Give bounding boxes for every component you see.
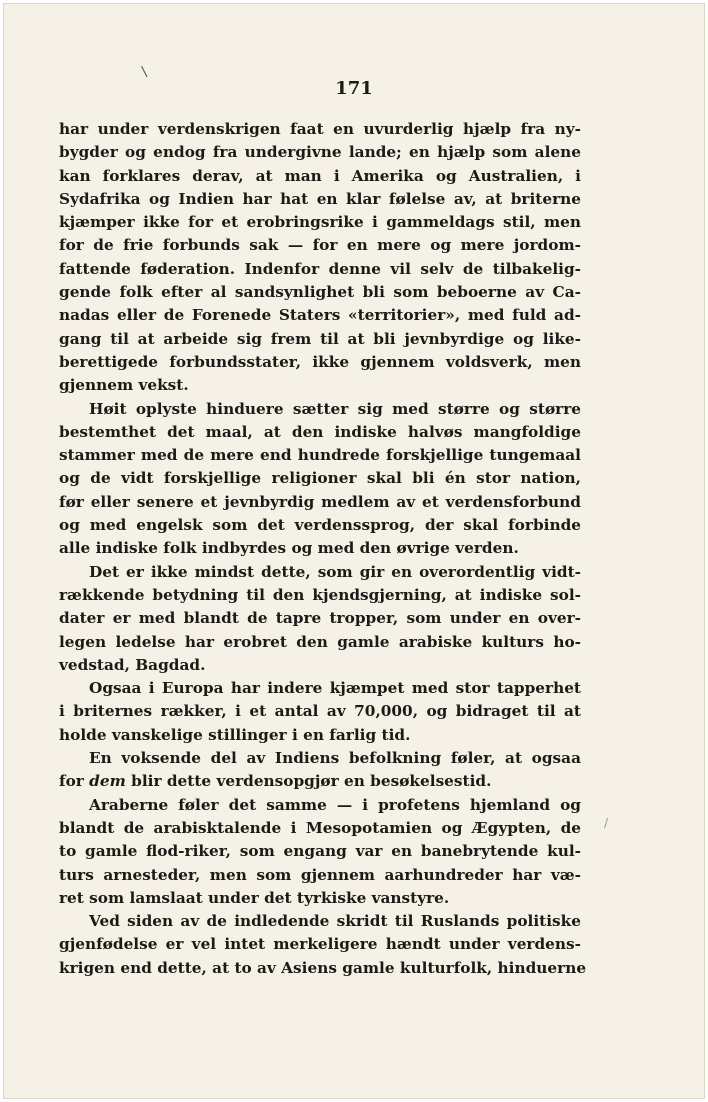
text-line: to gamle flod-riker, som engang var en banebrytende kul- [59,842,581,861]
text-line: før eller senere et jevnbyrdig medlem av et verdensforbund [59,492,581,511]
text-line: berettigede forbundsstater, ikke gjennem voldsverk, men [59,352,581,371]
text-line: legen ledelse har erobret den gamle arabiske kulturs ho- [59,632,581,651]
text-line: gende folk efter al sandsynlighet bli som beboerne av Ca- [59,283,581,302]
page-number: 171 [335,78,373,99]
text-line: Det er ikke mindst dette, som gir en overordentlig vidt- [89,562,581,581]
text-line: har under verdenskrigen faat en uvurderlig hjælp fra ny- [59,120,581,138]
text-line: Araberne føler det samme — i profetens hjemland og [89,795,581,814]
book-page [4,4,704,1098]
text-line: for dem blir dette verdensopgjør en besøkelsestid. [59,772,492,791]
text-line: dater er med blandt de tapre tropper, som under en over- [59,609,581,628]
text-line: gang til at arbeide sig frem til at bli jevnbyrdige og like- [59,329,581,348]
text-line: bygder og endog fra undergivne lande; en hjælp som alene [59,143,581,162]
pencil-mark-margin: / [604,816,609,830]
text-line: kjæmper ikke for et erobringsrike i gammeldags stil, men [59,213,581,232]
text-line: Ogsaa i Europa har indere kjæmpet med stor tapperhet [89,679,581,698]
text-line: gjenfødelse er vel intet merkeligere hændt under verdens- [59,935,581,954]
text-line: nadas eller de Forenede Staters «territorier», med fuld ad- [59,306,581,325]
pencil-mark: \ [140,63,149,81]
text-line: for de frie forbunds sak — for en mere og mere jordom- [59,236,581,255]
text-line: Høit oplyste hinduere sætter sig med større og større [89,399,581,418]
body-text [59,118,587,980]
text-line: fattende føderation. Indenfor denne vil selv de tilbakelig- [59,259,581,278]
text-line: blandt de arabisktalende i Mesopotamien og Ægypten, de [59,818,581,837]
text-line: og de vidt forskjellige religioner skal bli én stor nation, [59,469,581,488]
text-line: gjennem vekst. [59,376,189,395]
text-line: En voksende del av Indiens befolkning føler, at ogsaa [89,749,581,768]
text-line: stammer med de mere end hundrede forskjellige tungemaal [59,446,581,465]
text-line: kan forklares derav, at man i Amerika og Australien, i [59,166,581,185]
text-line: vedstad, Bagdad. [59,655,206,674]
text-line: og med engelsk som det verdenssprog, der skal forbinde [59,516,581,535]
text-line: Sydafrika og Indien har hat en klar følelse av, at briterne [59,189,581,208]
text-line: i briternes rækker, i et antal av 70,000, og bidraget til at [59,702,581,721]
text-line: bestemthet det maal, at den indiske halvøs mangfoldige [59,422,581,441]
text-line: rækkende betydning til den kjendsgjerning, at indiske sol- [59,585,581,604]
text-line: turs arnesteder, men som gjennem aarhundreder har væ- [59,865,581,884]
text-line: Ved siden av de indledende skridt til Ruslands politiske [89,912,581,931]
text-line: alle indiske folk indbyrdes og med den øvrige verden. [59,539,519,558]
text-line: krigen end dette, at to av Asiens gamle kulturfolk, hinduerne [59,958,587,977]
text-line: holde vanskelige stillinger i en farlig tid. [59,725,411,744]
text-line: ret som lamslaat under det tyrkiske vanstyre. [59,888,450,907]
